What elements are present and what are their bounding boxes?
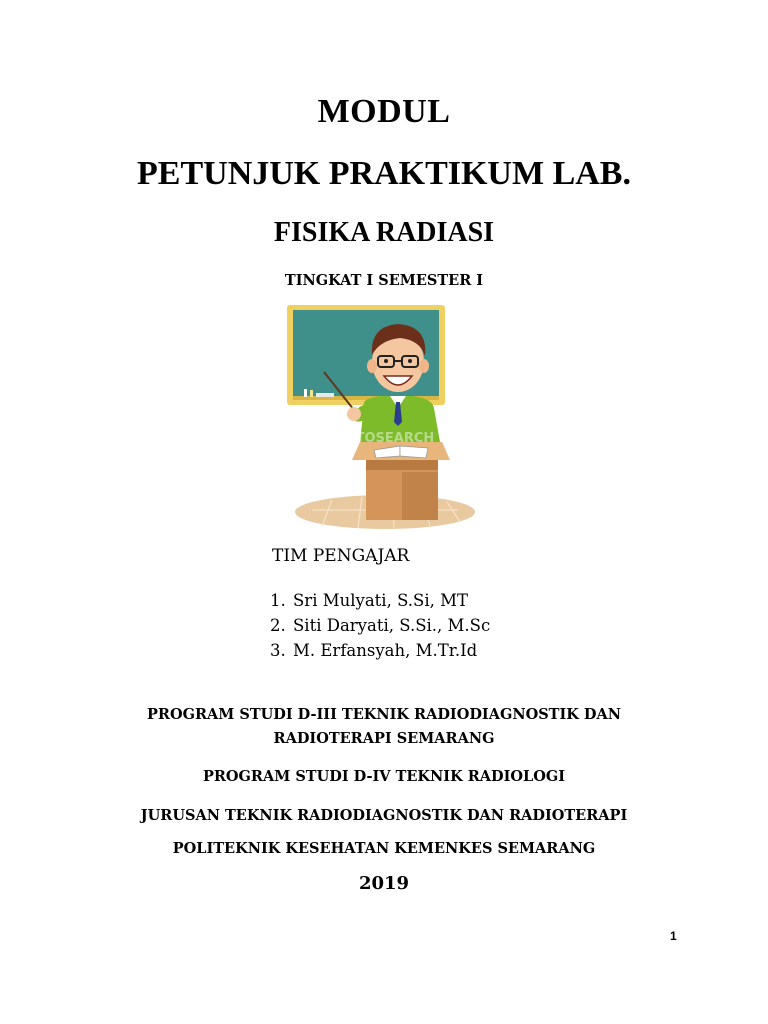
hand	[347, 407, 361, 421]
program-d3-line2: RADIOTERAPI SEMARANG	[273, 730, 495, 747]
team-list	[270, 588, 490, 663]
watermark-text: FOTOSEARCH	[335, 431, 435, 446]
school-name: POLITEKNIK KESEHATAN KEMENKES SEMARANG	[172, 840, 596, 857]
list-number: 2.	[270, 616, 286, 635]
list-number: 1.	[270, 591, 286, 610]
page-number: 1	[670, 929, 677, 943]
team-member	[270, 588, 490, 613]
title-modul: MODUL	[317, 93, 451, 130]
member-name: Sri Mulyati, S.Si, MT	[293, 591, 468, 610]
member-name: M. Erfansyah, M.Tr.Id	[293, 641, 478, 660]
program-d3-line1: PROGRAM STUDI D-III TEKNIK RADIODIAGNOSTIK DAN	[146, 706, 621, 723]
program-d4: PROGRAM STUDI D-IV TEKNIK RADIOLOGI	[202, 768, 566, 785]
teacher-at-podium-illustration	[282, 300, 488, 532]
member-name: Siti Daryati, S.Si., M.Sc	[293, 616, 491, 635]
title-subject: FISIKA RADIASI	[273, 217, 495, 248]
list-number: 3.	[270, 641, 286, 660]
team-heading: TIM PENGAJAR	[272, 546, 410, 566]
team-member	[270, 613, 490, 638]
team-member	[270, 638, 490, 663]
level-semester: TINGKAT I SEMESTER I	[284, 272, 484, 289]
title-petunjuk: PETUNJUK PRAKTIKUM LAB.	[137, 155, 631, 192]
year: 2019	[358, 873, 410, 894]
department: JURUSAN TEKNIK RADIODIAGNOSTIK DAN RADIOTERAPI	[140, 807, 628, 824]
